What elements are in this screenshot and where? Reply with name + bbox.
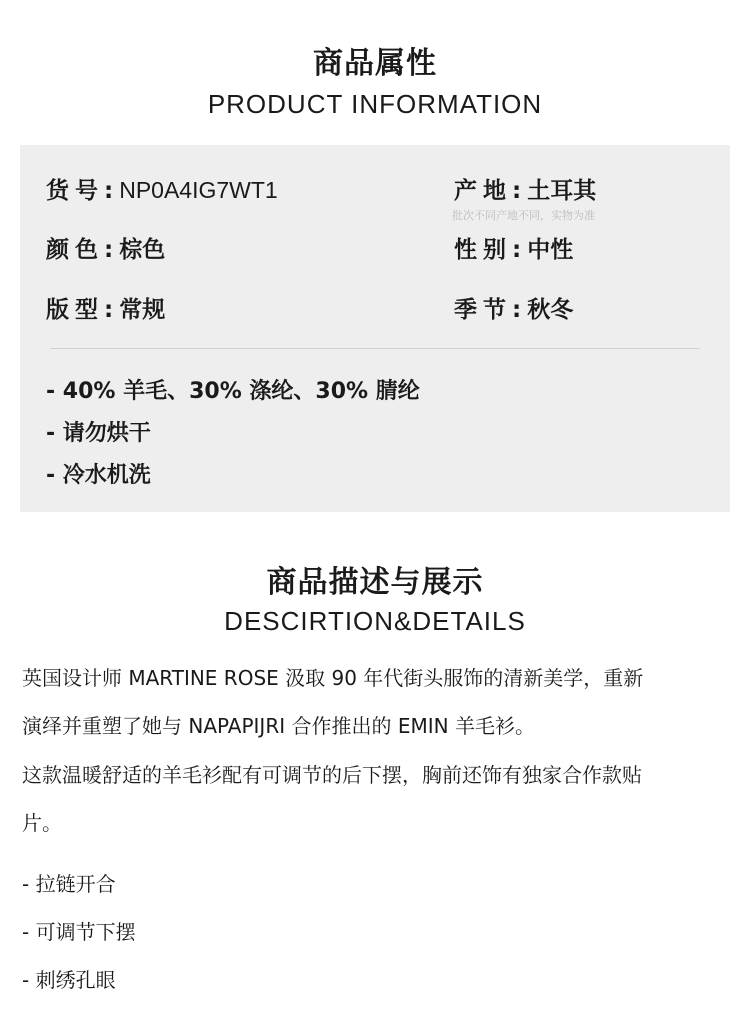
attr-gender-label: 性别 <box>454 237 512 263</box>
attributes-divider <box>50 348 700 349</box>
attr-sku-separator: : <box>104 178 114 204</box>
attr-fit-separator: : <box>104 297 114 323</box>
attr-origin <box>454 172 596 205</box>
care-item-cold-wash: - 冷水机洗 <box>46 463 151 488</box>
attr-gender-value: 中性 <box>527 237 574 263</box>
attr-fit-value: 常规 <box>119 297 166 323</box>
feature-item-adjustable-hem: - 可调节下摆 <box>22 920 136 944</box>
attr-color <box>46 231 165 264</box>
attr-sku <box>46 172 278 205</box>
attr-gender-separator: : <box>512 237 522 263</box>
attr-sku-value: NP0A4IG7WT1 <box>119 177 278 203</box>
description-title: 商品描述与展示 <box>266 565 484 600</box>
attr-origin-label: 产地 <box>454 178 512 204</box>
product-attributes-title: 商品属性 <box>313 46 437 81</box>
attr-gender <box>454 231 573 264</box>
description-subtitle: DESCIRTION&DETAILS <box>224 606 526 636</box>
attr-color-label: 颜色 <box>46 237 104 263</box>
attr-color-separator: : <box>104 237 114 263</box>
attr-fit-label: 版型 <box>46 297 104 323</box>
feature-item-zip: - 拉链开合 <box>22 872 116 896</box>
attr-origin-separator: : <box>512 178 522 204</box>
care-item-no-tumble-dry: - 请勿烘干 <box>46 421 151 446</box>
product-info-panel <box>20 145 730 512</box>
origin-note: 批次不同产地不同，实物为准 <box>452 209 595 222</box>
attr-fit <box>46 291 165 324</box>
care-list <box>46 376 420 502</box>
description-line: 片。 <box>22 811 62 835</box>
attr-origin-value: 土耳其 <box>527 178 597 204</box>
attr-season <box>454 291 573 324</box>
product-attributes-subtitle: PRODUCT INFORMATION <box>207 89 543 119</box>
attr-sku-label: 货号 <box>46 178 104 204</box>
attr-color-value: 棕色 <box>119 237 166 263</box>
description-line: 演绎并重塑了她与 NAPAPIJRI 合作推出的 EMIN 羊毛衫。 <box>22 714 535 738</box>
description-line: 英国设计师 MARTINE ROSE 汲取 90 年代街头服饰的清新美学，重新 <box>22 666 644 690</box>
care-item-material: - 40% 羊毛、30% 涤纶、30% 腈纶 <box>46 379 420 404</box>
description-line: 这款温暖舒适的羊毛衫配有可调节的后下摆，胸前还饰有独家合作款贴 <box>22 763 642 787</box>
attr-season-label: 季节 <box>454 297 512 323</box>
feature-item-eyelets: - 刺绣孔眼 <box>22 968 116 992</box>
attr-season-value: 秋冬 <box>527 297 574 323</box>
attr-season-separator: : <box>512 297 522 323</box>
